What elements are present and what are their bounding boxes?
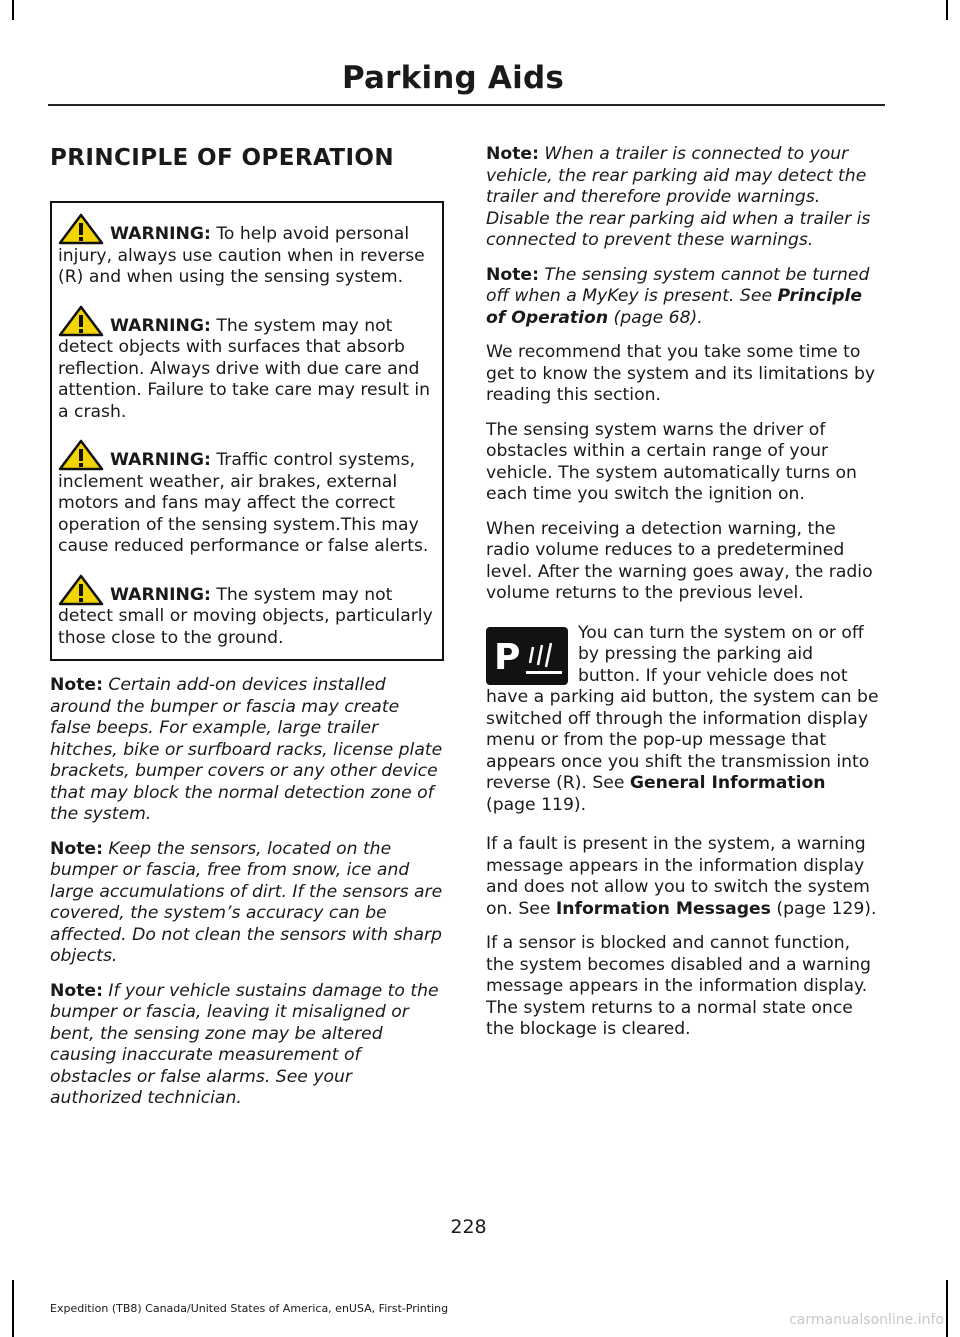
edition-footer: Expedition (TB8) Canada/United States of America, enUSA, First-Printing (50, 1302, 449, 1315)
warning-item (58, 305, 436, 424)
parking-aid-button-icon (486, 627, 568, 685)
page-reference: (page 119). (486, 794, 587, 815)
warning-text: The system may not detect objects with surfaces that absorb reflection. Always drive with due care and attention. Failure to take care may result in a crash. (58, 315, 431, 422)
warning-triangle-icon (58, 213, 104, 245)
body-paragraph: If a sensor is blocked and cannot function, the system becomes disabled and a warning message appears in the information display. The system returns to a normal state once the blockage is cleared. (486, 933, 871, 1039)
note-label: Note: (50, 838, 103, 859)
body-paragraph: When receiving a detection warning, the radio volume reduces to a predetermined level. After the warning goes away, the radio volume returns to the previous level. (486, 518, 873, 603)
page-reference: (page 68). (608, 307, 703, 328)
warning-item (58, 574, 436, 650)
note-label: Note: (50, 980, 103, 1001)
warning-text: Traffic control systems, inclement weather, air brakes, external motors and fans may affect the correct operation of the sensing system.This may cause reduced performance or false alerts. (58, 450, 429, 556)
crop-mark (12, 1280, 14, 1337)
warning-label: WARNING: (110, 584, 211, 605)
warning-item (58, 439, 436, 558)
body-paragraph (486, 834, 880, 920)
note-paragraph (486, 144, 880, 252)
note-text: The sensing system cannot be turned off when a MyKey is present. See (486, 264, 870, 306)
note-paragraph (486, 265, 880, 330)
note-text: If your vehicle sustains damage to the bumper or fascia, leaving it misaligned or bent, the sensing zone may be altered causing inaccurate measurement of obstacles or false alarms. See your authorized technician. (50, 980, 439, 1108)
crop-mark (946, 0, 948, 20)
body-paragraph: The sensing system warns the driver of obstacles within a certain range of your vehicle. The system automatically turns on each time you switch the ignition on. (486, 419, 857, 504)
section-title: PRINCIPLE OF OPERATION (50, 145, 395, 171)
cross-reference-link[interactable]: Principle of Operation (486, 286, 863, 328)
warning-triangle-icon (58, 439, 104, 471)
warning-triangle-icon (58, 574, 104, 606)
warning-triangle-icon (58, 305, 104, 337)
left-column (50, 145, 444, 1123)
header-divider (48, 104, 885, 106)
note-label: Note: (486, 264, 539, 285)
warning-label: WARNING: (110, 224, 211, 244)
crop-mark (946, 1280, 948, 1337)
note-text: Keep the sensors, located on the bumper or fascia, free from snow, ice and large accumulations of dirt. If the sensors are covered, the system’s accuracy can be affected. Do not clean the sensors with sharp objects. (50, 838, 443, 966)
note-label: Note: (50, 675, 103, 695)
warning-text: The system may not detect small or moving objects, particularly those close to the ground. (58, 584, 433, 648)
cross-reference-link[interactable]: General Information (629, 773, 826, 793)
watermark: carmanualsonline.info (789, 1312, 944, 1328)
note-text: When a trailer is connected to your vehicle, the rear parking aid may detect the trailer and therefore provide warnings. Disable the rear parking aid when a trailer is connected to prevent these warnings. (486, 144, 871, 250)
warning-text: To help avoid personal injury, always use caution when in reverse (R) and when using the sensing system. (58, 224, 425, 287)
page-number: 228 (450, 1216, 487, 1238)
warning-item (58, 213, 436, 289)
warning-label: WARNING: (110, 450, 211, 470)
note-label: Note: (486, 144, 539, 164)
right-column (486, 144, 880, 1054)
warning-label: WARNING: (110, 315, 211, 336)
crop-mark (12, 0, 14, 20)
note-text: Certain add-on devices installed around the bumper or fascia may create false beeps. For example, large trailer hitches, bike or surfboard racks, license plate brackets, bumper covers or any other device that may block the normal detection zone of the system. (50, 675, 443, 824)
warning-box (50, 201, 444, 661)
page-reference: (page 129). (770, 898, 877, 919)
note-paragraph (50, 839, 444, 968)
fault-text: If a fault is present in the system, a warning message appears in the information display and does not allow you to switch the system on. See (486, 834, 870, 919)
note-paragraph (50, 981, 444, 1110)
parking-icon-letter: P (494, 636, 521, 678)
cross-reference-link[interactable]: Information Messages (555, 898, 771, 919)
page-header-title: Parking Aids (341, 60, 564, 96)
body-paragraph: We recommend that you take some time to get to know the system and its limitations by reading this section. (486, 342, 876, 405)
body-paragraph (486, 623, 880, 817)
note-paragraph (50, 675, 444, 826)
parking-aid-text: You can turn the system on or off by pressing the parking aid button. If your vehicle does not have a parking aid button, the system can be switched off through the information display menu or from the pop-up message that appears once you shift the transmission into reverse (R). See (486, 622, 879, 793)
